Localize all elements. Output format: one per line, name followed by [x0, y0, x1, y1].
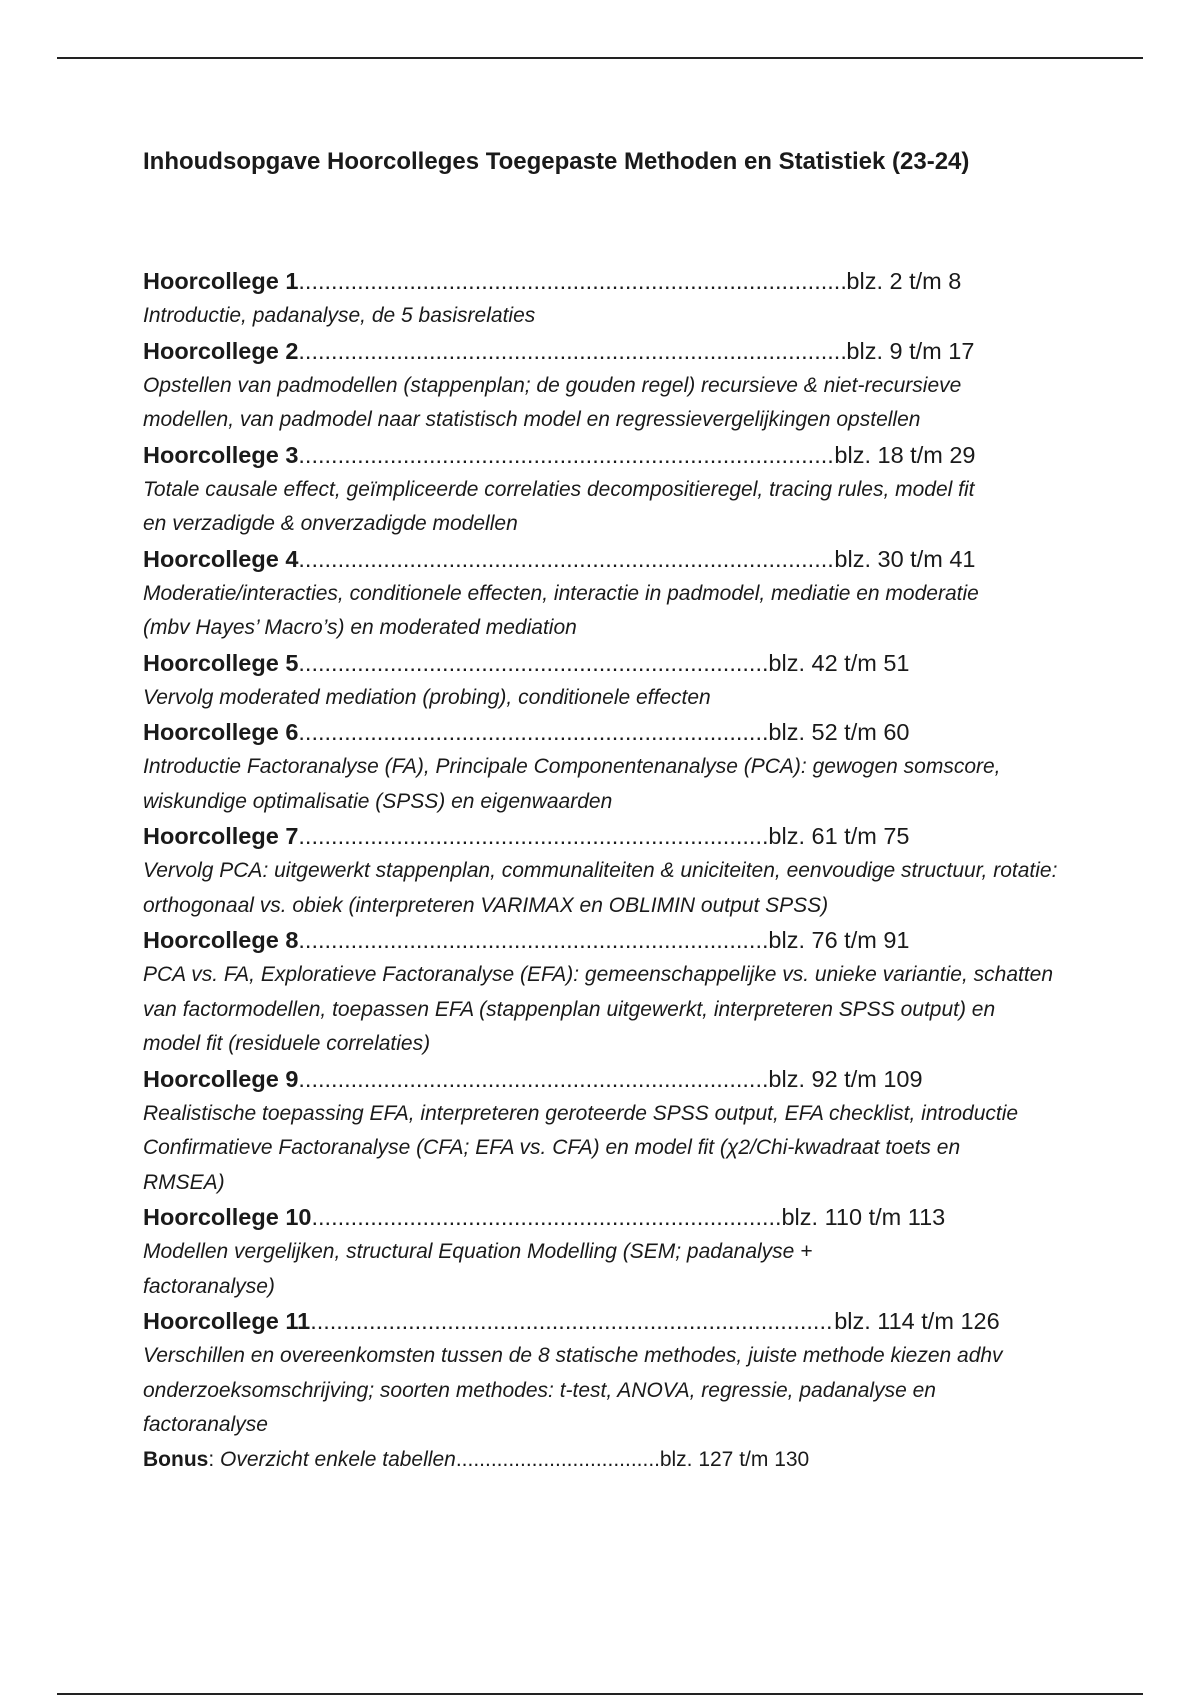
entry-pages: blz. 76 t/m 91 [768, 927, 910, 953]
entry-label: Hoorcollege 3 [143, 441, 299, 468]
entry-pages: blz. 114 t/m 126 [834, 1308, 1000, 1334]
bottom-rule [57, 1693, 1143, 1695]
entry-description: Opstellen van padmodellen (stappenplan; de gouden regel) recursieve & niet-recursieve modellen, van padmodel naar statistisch model en regressievergelijkingen opstellen [143, 373, 962, 431]
dot-leader [298, 438, 834, 473]
bonus-separator: : [208, 1447, 220, 1471]
toc-page [143, 144, 1058, 1477]
entry-pages: blz. 42 t/m 51 [768, 649, 910, 676]
entry-description: Moderatie/interacties, conditionele effecten, interactie in padmodel, mediatie en moderatie (mbv Hayes’ Macro’s) en moderated mediation [143, 581, 979, 639]
toc-entry-8 [143, 923, 1058, 1062]
entry-label: Hoorcollege 8 [143, 927, 299, 953]
entry-label: Hoorcollege 2 [143, 337, 299, 364]
entry-label: Hoorcollege 6 [143, 719, 299, 745]
entry-label: Hoorcollege 11 [143, 1308, 311, 1334]
dot-leader [298, 646, 768, 681]
toc-entry-1 [143, 264, 1058, 334]
toc-entry-11 [143, 1304, 1058, 1443]
dot-leader [298, 542, 834, 577]
dot-leader [298, 264, 846, 299]
dot-leader [298, 819, 768, 854]
entry-description: PCA vs. FA, Exploratieve Factoranalyse (EFA): gemeenschappelijke vs. unieke variantie, schatten van factormodellen, toepassen EFA (stappenplan uitgewerkt, interpreteren SPSS output) en model fit (residuele correlaties) [143, 963, 1054, 1055]
entry-pages: blz. 30 t/m 41 [834, 545, 976, 572]
dot-leader [298, 334, 846, 369]
entry-label: Hoorcollege 5 [143, 649, 299, 676]
toc-entry-bonus [143, 1443, 1058, 1477]
entry-description: Verschillen en overeenkomsten tussen de 8 statische methodes, juiste methode kiezen adhv onderzoeksomschrijving; soorten methodes: t-test, ANOVA, regressie, padanalyse en factoranalyse [143, 1344, 1003, 1436]
entry-description: Vervolg moderated mediation (probing), conditionele effecten [143, 685, 711, 709]
dot-leader [310, 1304, 834, 1339]
toc-entry-10 [143, 1200, 1058, 1304]
entry-description: Introductie, padanalyse, de 5 basisrelaties [143, 304, 536, 327]
entry-label: Hoorcollege 1 [143, 268, 299, 294]
entry-pages: blz. 110 t/m 113 [781, 1204, 946, 1230]
entry-description: Modellen vergelijken, structural Equation Modelling (SEM; padanalyse + factoranalyse) [143, 1240, 813, 1298]
dot-leader [298, 1062, 768, 1097]
entry-pages: blz. 2 t/m 8 [846, 268, 962, 294]
toc-entry-9 [143, 1062, 1058, 1201]
entry-pages: blz. 9 t/m 17 [846, 337, 975, 364]
entry-description: Realistische toepassing EFA, interpreteren geroteerde SPSS output, EFA checklist, introductie Confirmatieve Factoranalyse (CFA; EFA vs. CFA) en model fit (χ2/Chi-kwadraat toets en RMSEA) [143, 1101, 1019, 1194]
bonus-pages: blz. 127 t/m 130 [659, 1447, 810, 1471]
toc-entry-3 [143, 438, 1058, 542]
bonus-description: Overzicht enkele tabellen [220, 1447, 456, 1471]
toc-entry-5 [143, 646, 1058, 716]
entry-pages: blz. 18 t/m 29 [834, 441, 976, 468]
toc-list [143, 264, 1058, 1477]
entry-pages: blz. 52 t/m 60 [768, 719, 910, 745]
toc-entry-7 [143, 819, 1058, 923]
entry-label: Hoorcollege 4 [143, 545, 299, 572]
document-title: Inhoudsopgave Hoorcolleges Toegepaste Methoden en Statistiek (23-24) [143, 148, 970, 175]
toc-entry-4 [143, 542, 1058, 646]
dot-leader [298, 923, 768, 958]
entry-label: Hoorcollege 9 [143, 1065, 299, 1092]
top-rule [57, 57, 1143, 59]
bonus-label: Bonus [143, 1447, 209, 1471]
entry-label: Hoorcollege 7 [143, 823, 299, 849]
entry-description: Vervolg PCA: uitgewerkt stappenplan, communaliteiten & uniciteiten, eenvoudige structuur, rotatie: orthogonaal vs. obiek (interpreteren VARIMAX en OBLIMIN output SPSS) [143, 859, 1058, 917]
entry-pages: blz. 61 t/m 75 [768, 823, 910, 849]
entry-pages: blz. 92 t/m 109 [768, 1065, 923, 1092]
toc-entry-2 [143, 334, 1058, 438]
toc-entry-6 [143, 715, 1058, 819]
entry-description: Introductie Factoranalyse (FA), Principale Componentenanalyse (PCA): gewogen somscore, wiskundige optimalisatie (SPSS) en eigenwaarden [143, 755, 1001, 813]
dot-leader [298, 715, 768, 750]
entry-description: Totale causale effect, geïmpliceerde correlaties decompositieregel, tracing rules, model fit en verzadigde & onverzadigde modellen [143, 477, 975, 535]
dot-leader [311, 1200, 781, 1235]
entry-label: Hoorcollege 10 [143, 1204, 312, 1230]
dot-leader [456, 1443, 660, 1477]
